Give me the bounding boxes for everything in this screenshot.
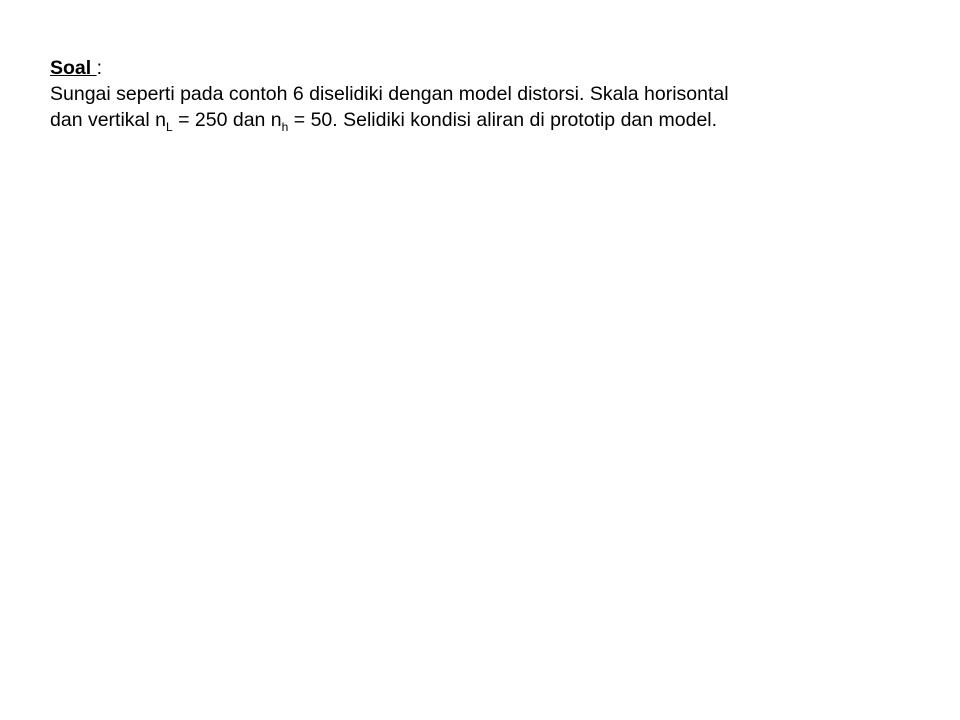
problem-line-2 xyxy=(50,107,910,133)
line2-part1: dan vertikal n xyxy=(50,109,166,131)
line2-part3: = 50. Selidiki kondisi aliran di prototip dan model. xyxy=(288,109,718,131)
heading-separator: : xyxy=(96,57,103,79)
problem-text-block xyxy=(50,55,910,133)
problem-line-1: Sungai seperti pada contoh 6 diselidiki dengan model distorsi. Skala horisontal xyxy=(50,83,729,105)
subscript-h: h xyxy=(281,119,289,134)
soal-heading: Soal xyxy=(50,57,97,79)
subscript-L: L xyxy=(165,119,173,134)
line2-part2: = 250 dan n xyxy=(172,109,282,131)
heading-line xyxy=(50,55,910,81)
